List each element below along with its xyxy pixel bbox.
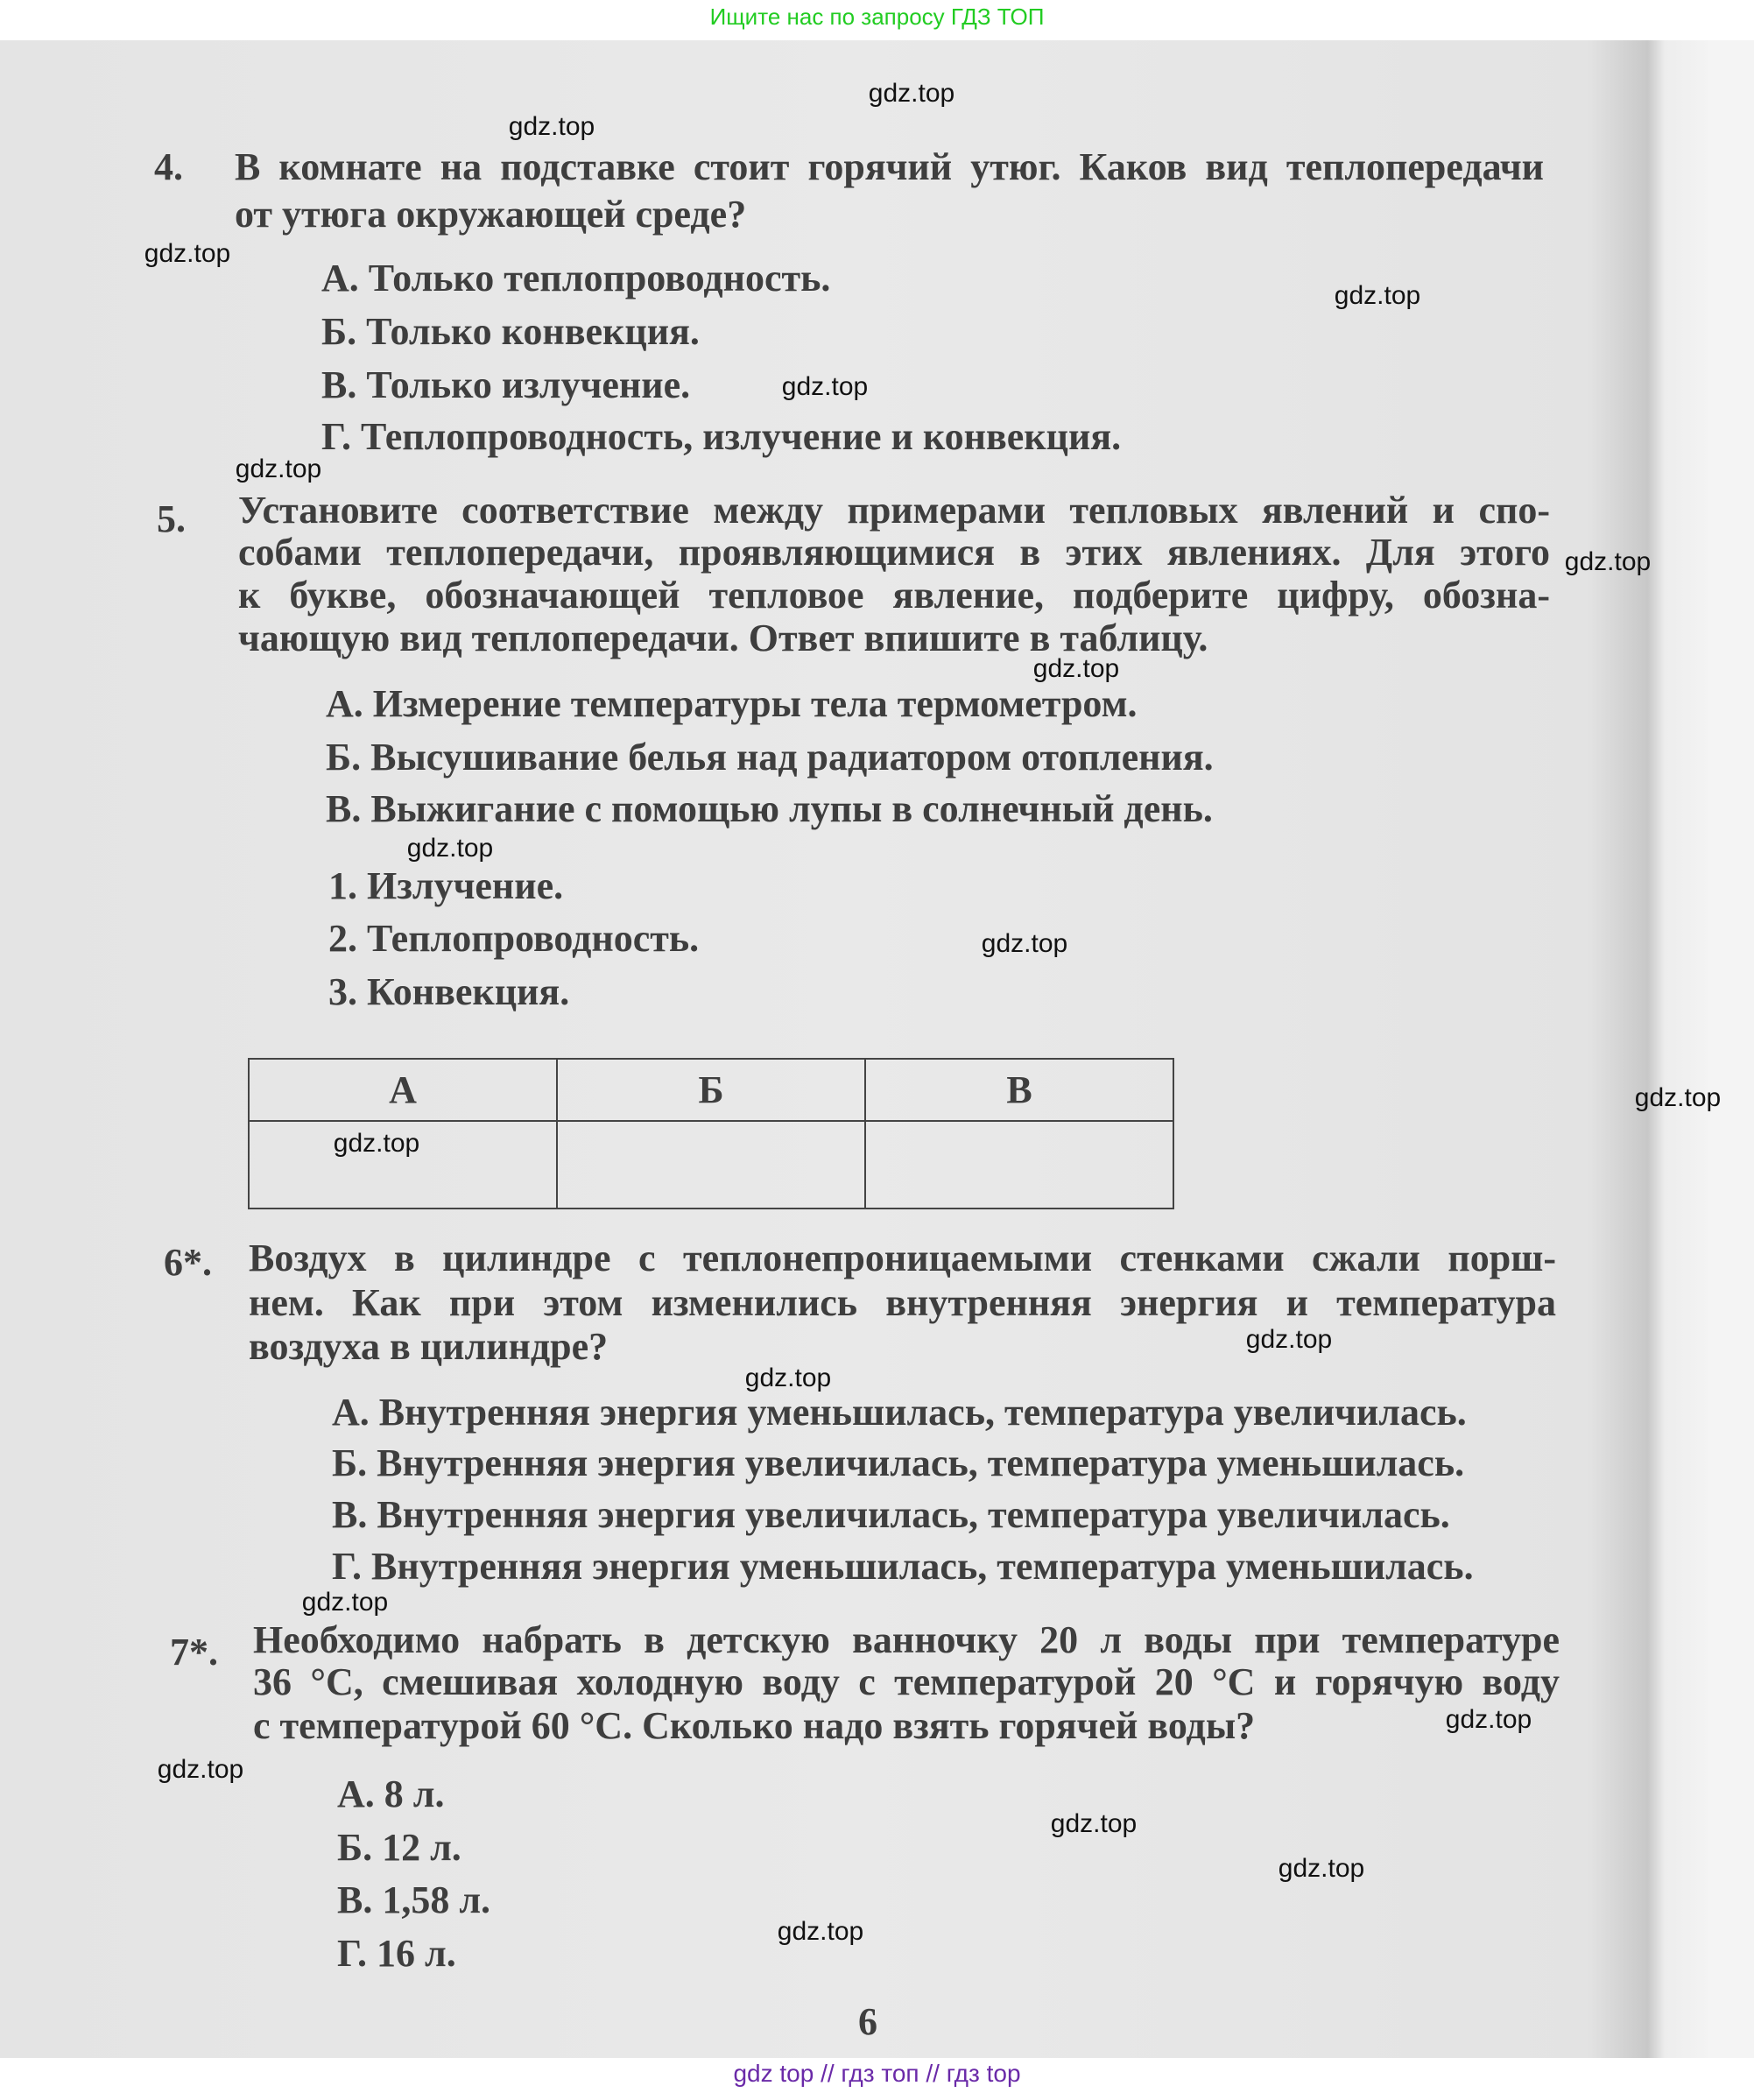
question-4-option: В. Только излучение. (321, 363, 691, 406)
watermark: gdz.top (157, 1755, 244, 1784)
question-5-text: к букве, обозначающей тепловое явление, подберите цифру, обозна- (238, 574, 1550, 617)
answer-cell[interactable] (865, 1121, 1173, 1209)
answer-cell[interactable] (557, 1121, 865, 1209)
answer-table-header: В (865, 1059, 1173, 1121)
question-5-option: Б. Высушивание белья над радиатором отопления. (326, 736, 1214, 779)
watermark: gdz.top (868, 79, 955, 108)
watermark: gdz.top (1245, 1325, 1333, 1354)
question-6-text: воздуха в цилиндре? (249, 1325, 609, 1368)
answer-table-header: А (249, 1059, 557, 1121)
question-4-option: Б. Только конвекция. (321, 310, 700, 353)
textbook-page (0, 40, 1708, 2058)
question-5-option: В. Выжигание с помощью лупы в солнечный день. (326, 787, 1213, 830)
watermark: gdz.top (777, 1917, 864, 1946)
watermark: gdz.top (301, 1588, 389, 1617)
question-5-choice: 3. Конвекция. (328, 970, 570, 1013)
watermark: gdz.top (1032, 654, 1120, 683)
page-number: 6 (858, 2000, 877, 2043)
question-4-text: от утюга окружающей среде? (235, 193, 747, 236)
question-5-option: А. Измерение температуры тела термометром. (326, 682, 1138, 725)
question-5-text: чающую вид теплопередачи. Ответ впишите в таблицу. (238, 617, 1208, 659)
watermark: gdz.top (406, 834, 494, 863)
question-5-text: Установите соответствие между примерами тепловых явлений и спо- (238, 489, 1550, 532)
question-7-text: 36 °С, смешивая холодную воду с температурой 20 °С и горячую воду (253, 1660, 1560, 1703)
question-7-text: с температурой 60 °С. Сколько надо взять горячей воды? (253, 1704, 1256, 1747)
question-6-text: нем. Как при этом изменились внутренняя энергия и температура (249, 1281, 1556, 1324)
question-6-option: Г. Внутренняя энергия уменьшилась, температура уменьшилась. (332, 1545, 1474, 1588)
watermark: gdz.top (1634, 1083, 1722, 1112)
question-7-option: Г. 16 л. (337, 1932, 456, 1975)
question-7-number: 7*. (170, 1631, 218, 1674)
search-banner[interactable]: Ищите нас по запросу ГДЗ ТОП (709, 4, 1045, 30)
question-6-option: А. Внутренняя энергия уменьшилась, температура увеличилась. (332, 1391, 1467, 1434)
watermark: gdz.top (144, 239, 231, 268)
question-7-option: Б. 12 л. (337, 1826, 461, 1869)
watermark: gdz.top (333, 1129, 420, 1158)
question-5-choice: 2. Теплопроводность. (328, 917, 700, 960)
question-6-option: В. Внутренняя энергия увеличилась, температура увеличилась. (332, 1493, 1450, 1536)
question-4-option: Г. Теплопроводность, излучение и конвекция. (321, 415, 1122, 458)
watermark: gdz.top (781, 372, 869, 401)
question-5-number: 5. (157, 497, 186, 540)
next-page-edge (1708, 40, 1754, 2058)
question-4-number: 4. (154, 145, 183, 188)
question-7-text: Необходимо набрать в детскую ванночку 20 л воды при температуре (253, 1618, 1560, 1661)
question-6-option: Б. Внутренняя энергия увеличилась, температура уменьшилась. (332, 1441, 1465, 1484)
question-4-option: А. Только теплопроводность. (321, 257, 831, 299)
question-7-option: А. 8 л. (337, 1772, 445, 1815)
question-6-number: 6*. (164, 1241, 212, 1284)
watermark: gdz.top (1050, 1809, 1138, 1838)
answer-table-header: Б (557, 1059, 865, 1121)
watermark: gdz.top (1445, 1705, 1532, 1734)
question-4-text: В комнате на подставке стоит горячий утюг. Каков вид теплопередачи (235, 145, 1544, 188)
watermark: gdz.top (744, 1364, 832, 1392)
question-6-text: Воздух в цилиндре с теплонепроницаемыми стенками сжали порш- (249, 1237, 1556, 1279)
watermark: gdz.top (508, 112, 595, 141)
question-7-option: В. 1,58 л. (337, 1878, 491, 1921)
footer-links[interactable]: gdz top // гдз топ // гдз top (733, 2060, 1021, 2087)
watermark: gdz.top (1564, 547, 1652, 576)
watermark: gdz.top (235, 455, 322, 483)
question-5-text: собами теплопередачи, проявляющимися в этих явлениях. Для этого (238, 531, 1550, 574)
question-5-choice: 1. Излучение. (328, 864, 564, 907)
watermark: gdz.top (981, 929, 1068, 958)
watermark: gdz.top (1334, 281, 1421, 310)
watermark: gdz.top (1278, 1854, 1365, 1883)
